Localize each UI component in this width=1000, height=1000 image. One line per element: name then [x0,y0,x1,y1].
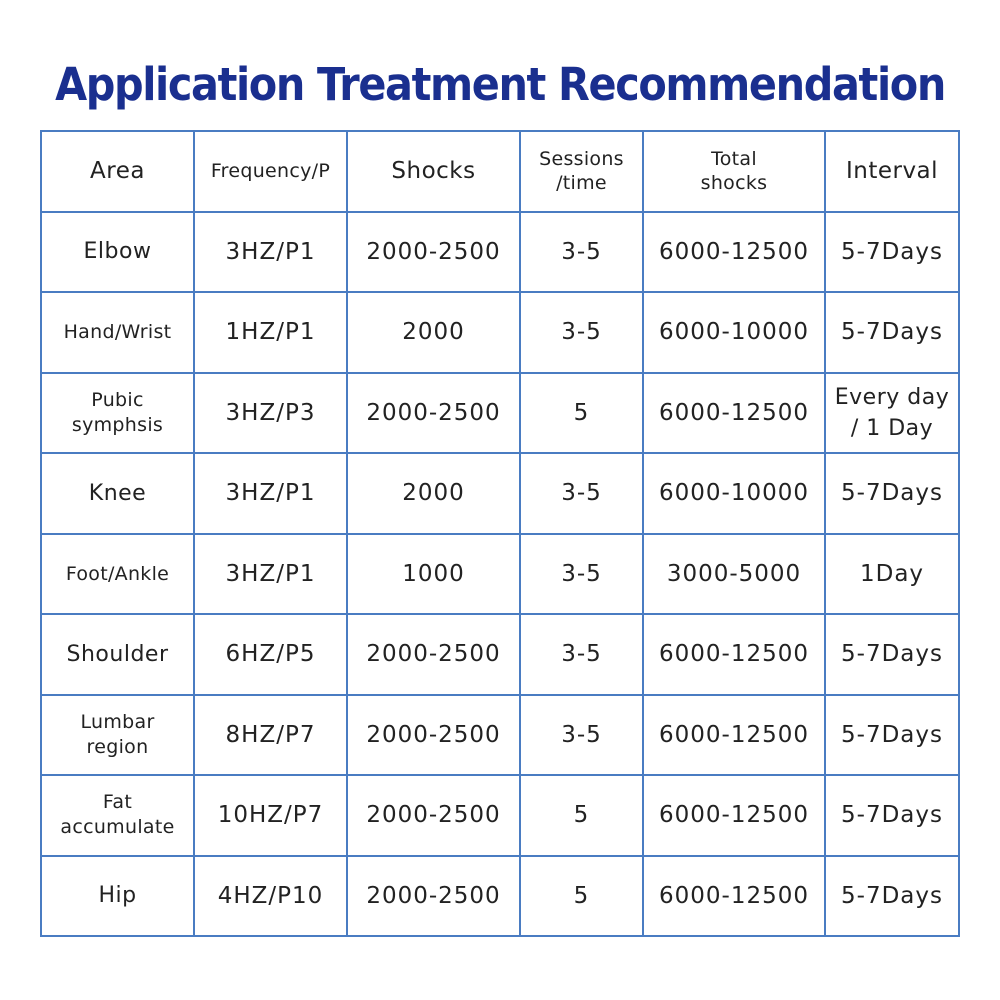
cell-area: Foot/Ankle [41,534,194,615]
header-sessions [520,131,643,212]
cell-frequency: 1HZ/P1 [194,292,347,373]
cell-area: Knee [41,453,194,534]
table-row [41,292,959,373]
cell-total-shocks: 6000-12500 [643,373,825,454]
cell-area-line2: region [86,735,149,758]
cell-total-shocks: 6000-12500 [643,695,825,776]
cell-shocks: 1000 [347,534,520,615]
cell-total-shocks: 6000-12500 [643,775,825,856]
cell-interval: 5-7Days [825,614,959,695]
cell-total-shocks: 6000-10000 [643,292,825,373]
cell-shocks: 2000-2500 [347,212,520,293]
cell-total-shocks: 6000-12500 [643,212,825,293]
cell-total-shocks: 3000-5000 [643,534,825,615]
cell-interval-line1: Every day [834,384,950,410]
cell-area [41,695,194,776]
cell-area: Shoulder [41,614,194,695]
cell-frequency: 3HZ/P1 [194,534,347,615]
cell-frequency: 3HZ/P1 [194,453,347,534]
cell-interval: 5-7Days [825,212,959,293]
cell-sessions: 5 [520,373,643,454]
cell-sessions: 3-5 [520,534,643,615]
header-frequency: Frequency/P [194,131,347,212]
cell-shocks: 2000-2500 [347,614,520,695]
header-total-line1: Total [711,148,757,171]
cell-frequency: 3HZ/P3 [194,373,347,454]
header-sessions-line2: /time [556,172,607,195]
cell-shocks: 2000-2500 [347,775,520,856]
cell-area: Hip [41,856,194,937]
cell-area [41,775,194,856]
table-header-row [41,131,959,212]
cell-interval: 1Day [825,534,959,615]
cell-area-line2: accumulate [60,816,175,839]
cell-shocks: 2000 [347,453,520,534]
table-row [41,856,959,937]
treatment-table-wrapper [40,130,960,937]
cell-interval: 5-7Days [825,695,959,776]
header-area: Area [41,131,194,212]
header-total-shocks [643,131,825,212]
cell-shocks: 2000 [347,292,520,373]
cell-frequency: 8HZ/P7 [194,695,347,776]
cell-frequency: 10HZ/P7 [194,775,347,856]
cell-total-shocks: 6000-12500 [643,614,825,695]
cell-interval [825,373,959,454]
cell-area: Elbow [41,212,194,293]
cell-interval: 5-7Days [825,856,959,937]
cell-total-shocks: 6000-10000 [643,453,825,534]
treatment-table [40,130,960,937]
header-total-line2: shocks [700,172,768,195]
table-row [41,453,959,534]
page-title: Application Treatment Recommendation [55,58,945,111]
cell-frequency: 6HZ/P5 [194,614,347,695]
table-row [41,695,959,776]
header-interval: Interval [825,131,959,212]
cell-shocks: 2000-2500 [347,856,520,937]
cell-interval-line2: / 1 Day [850,415,934,441]
cell-sessions: 5 [520,856,643,937]
cell-shocks: 2000-2500 [347,373,520,454]
cell-shocks: 2000-2500 [347,695,520,776]
table-row [41,534,959,615]
table-row [41,373,959,454]
header-shocks: Shocks [347,131,520,212]
cell-sessions: 3-5 [520,292,643,373]
cell-area: Hand/Wrist [41,292,194,373]
cell-interval: 5-7Days [825,453,959,534]
cell-area [41,373,194,454]
cell-sessions: 3-5 [520,212,643,293]
cell-total-shocks: 6000-12500 [643,856,825,937]
cell-sessions: 3-5 [520,614,643,695]
cell-area-line1: Pubic [91,388,144,411]
cell-frequency: 4HZ/P10 [194,856,347,937]
table-row [41,212,959,293]
header-sessions-line1: Sessions [539,148,624,171]
cell-area-line1: Fat [102,791,133,814]
cell-frequency: 3HZ/P1 [194,212,347,293]
cell-sessions: 3-5 [520,695,643,776]
cell-interval: 5-7Days [825,292,959,373]
cell-area-line1: Lumbar [80,710,155,733]
cell-interval: 5-7Days [825,775,959,856]
table-row [41,614,959,695]
cell-sessions: 5 [520,775,643,856]
table-row [41,775,959,856]
cell-area-line2: symphsis [71,413,164,436]
cell-sessions: 3-5 [520,453,643,534]
